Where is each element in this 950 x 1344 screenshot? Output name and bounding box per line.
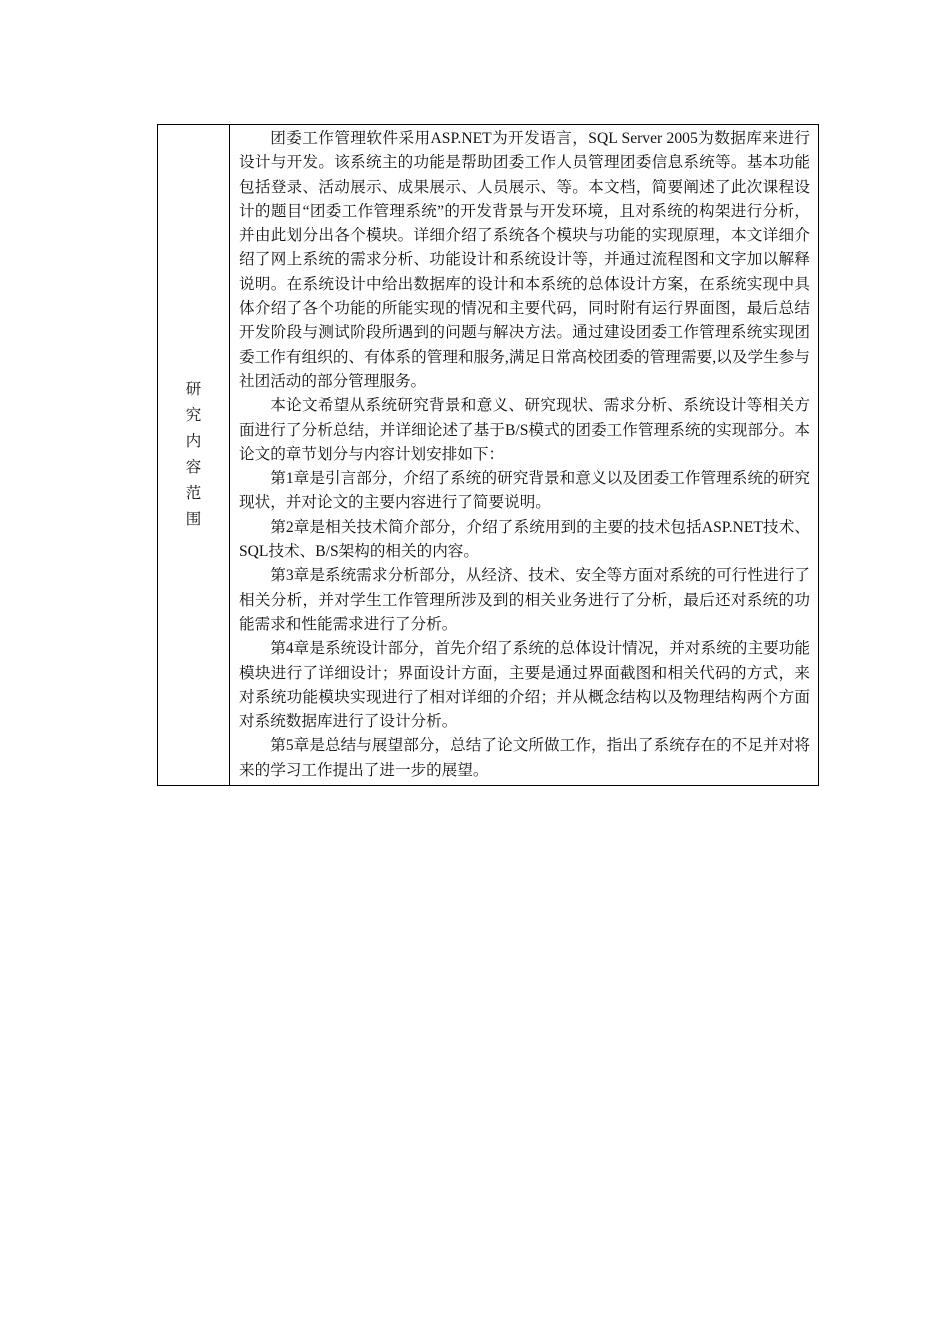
row-label: 研究内容范围 bbox=[185, 381, 202, 528]
paragraph-overview: 团委工作管理软件采用ASP.NET为开发语言，SQL Server 2005为数据库来进行设计与开发。该系统主的功能是帮助团委工作人员管理团委信息系统等。基本功能包括登录、活动展示、成果展示、人员展示、等。本文档，简要阐述了此次课程设计的题目“团委工作管理系统”的开发背景与开发环境，且对系统的构架进行分析，并由此划分出各个模块。详细介绍了系统各个模块与功能的实现原理，本文详细介绍了网上系统的需求分析、功能设计和系统设计等，并通过流程图和文字加以解释说明。在系统设计中给出数据库的设计和本系统的总体设计方案，在系统实现中具体介绍了各个功能的所能实现的情况和主要代码，同时附有运行界面图，最后总结开发阶段与测试阶段所遇到的问题与解决方法。通过建设团委工作管理系统实现团委工作有组织的、有体系的管理和服务,满足日常高校团委的管理需要,以及学生参与社团活动的部分管理服务。 bbox=[239, 130, 810, 390]
paragraph-chapter-5: 第5章是总结与展望部分，总结了论文所做工作，指出了系统存在的不足并对将来的学习工作提出了进一步的展望。 bbox=[239, 737, 810, 779]
table-row bbox=[158, 125, 819, 786]
row-label-cell bbox=[158, 125, 230, 786]
paragraph-chapter-2: 第2章是相关技术简介部分，介绍了系统用到的主要的技术包括ASP.NET技术、SQL技术、B/S架构的相关的内容。 bbox=[239, 518, 810, 561]
paragraph-chapter-1: 第1章是引言部分，介绍了系统的研究背景和意义以及团委工作管理系统的研究现状，并对论文的主要内容进行了简要说明。 bbox=[239, 470, 810, 512]
paragraph-chapter-3: 第3章是系统需求分析部分，从经济、技术、安全等方面对系统的可行性进行了相关分析，并对学生工作管理所涉及到的相关业务进行了分析，最后还对系统的功能需求和性能需求进行了分析。 bbox=[239, 567, 810, 633]
research-scope-table bbox=[157, 124, 819, 786]
paragraph-intro: 本论文希望从系统研究背景和意义、研究现状、需求分析、系统设计等相关方面进行了分析总结，并详细论述了基于B/S模式的团委工作管理系统的实现部分。本论文的章节划分与内容计划安排如下： bbox=[239, 397, 810, 463]
content-cell bbox=[230, 125, 819, 786]
paragraph-chapter-4: 第4章是系统设计部分，首先介绍了系统的总体设计情况，并对系统的主要功能模块进行了详细设计；界面设计方面，主要是通过界面截图和相关代码的方式，来对系统功能模块实现进行了相对详细的介绍；并从概念结构以及物理结构两个方面对系统数据库进行了设计分析。 bbox=[239, 640, 810, 731]
